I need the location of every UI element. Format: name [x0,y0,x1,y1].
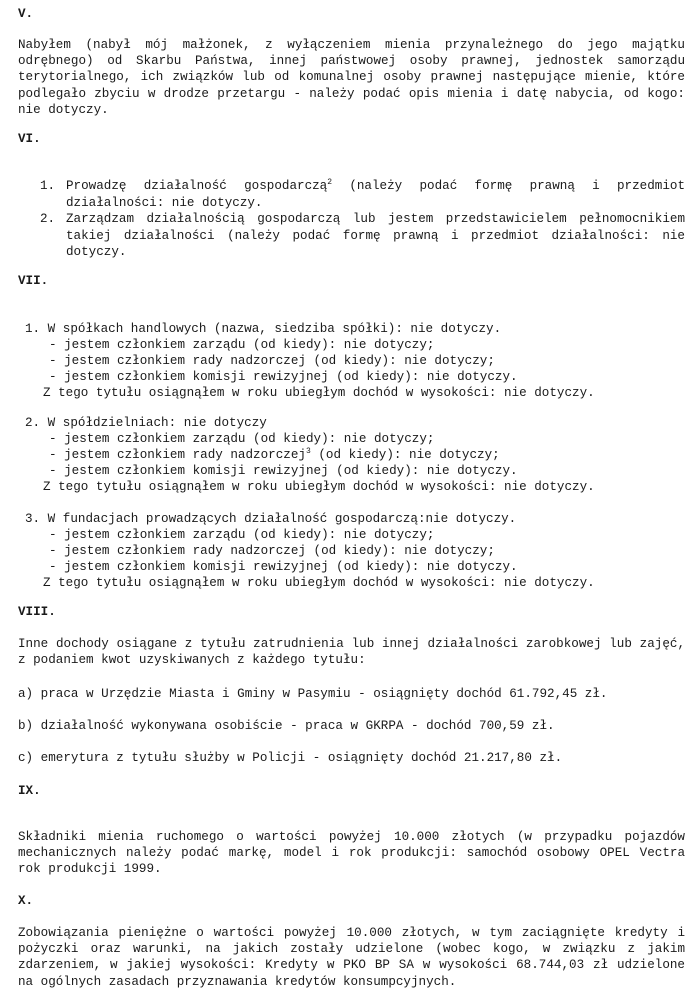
section-viii-intro: Inne dochody osiągane z tytułu zatrudnienia lub innej działalności zarobkowej lub zajęć, z podaniem kwot uzyskiwanych z każdego tytułu: [18,637,685,668]
list-item-text-rest: (należy podać formę prawną i przedmiot działalności: nie dotyczy. [66,179,685,210]
list-item-text: Prowadzę działalność gospodarczą [66,179,328,193]
group-line: - jestem członkiem rady nadzorczej (od kiedy): nie dotyczy; [49,354,495,368]
group-income: Z tego tytułu osiągnąłem w roku ubiegłym dochód w wysokości: nie dotyczy. [43,576,595,590]
section-x-text: Zobowiązania pieniężne o wartości powyżej 10.000 złotych, w tym zaciągnięte kredyty i pożyczki oraz warunki, na jakich zostały udzielone (wobec kogo, w związku z jakim zdarzeniem, w jakiej wysokości: Kredyty w PKO BP SA w wysokości 68.744,03 zł udzielone na ogólnych zasadach przyznawania kredytów konsumpcyjnych. [18,926,685,989]
section-viii-heading: VIII. [18,605,56,619]
footnote-mark: 3 [305,446,311,456]
list-number: 2. [40,212,56,227]
group-line: - jestem członkiem rady nadzorczej (od kiedy): nie dotyczy; [49,544,495,558]
group-line: - jestem członkiem zarządu (od kiedy): nie dotyczy; [49,528,435,542]
section-ix-heading: IX. [18,784,41,798]
group-title: 3. W fundacjach prowadzących działalność gospodarczą:nie dotyczy. [25,512,517,526]
section-v-text: Nabyłem (nabył mój małżonek, z wyłączeniem mienia przynależnego do jego majątku odrębnego) od Skarbu Państwa, innej państwowej osoby prawnej, jednostek samorządu terytorialnego, ich związków lub od komunalnej osoby prawnej następujące mienie, które podlegało zbyciu w drodze przetargu - należy podać opis mienia i datę nabycia, od kogo: nie dotyczy. [18,38,685,117]
group-line: - jestem członkiem zarządu (od kiedy): nie dotyczy; [49,338,435,352]
section-ix-text: Składniki mienia ruchomego o wartości powyżej 10.000 złotych (w przypadku pojazdów mechanicznych należy podać markę, model i rok produkcji: samochód osobowy OPEL Vectra rok produkcji 1999. [18,830,685,877]
list-number: 1. [40,179,56,193]
group-line: - jestem członkiem komisji rewizyjnej (od kiedy): nie dotyczy. [49,370,518,384]
section-vi-heading: VI. [18,132,41,146]
section-vi-list [40,178,685,261]
section-x-heading: X. [18,894,34,908]
group-line-text: - jestem członkiem rady nadzorczej [49,448,306,462]
list-item-text: Zarządzam działalnością gospodarczą lub jestem przedstawicielem pełnomocnikiem takiej działalności (należy podać formę prawną i przedmiot działalności: nie dotyczy. [66,212,685,260]
income-item-b: b) działalność wykonywana osobiście - praca w GKRPA - dochód 700,59 zł. [18,719,555,733]
income-item-a: a) praca w Urzędzie Miasta i Gminy w Pasymiu - osiągnięty dochód 61.792,45 zł. [18,687,608,701]
income-item-c: c) emerytura z tytułu służby w Policji - osiągnięty dochód 21.217,80 zł. [18,751,563,765]
group-line: - jestem członkiem zarządu (od kiedy): nie dotyczy; [49,432,435,446]
group-line: - jestem członkiem komisji rewizyjnej (od kiedy): nie dotyczy. [49,464,518,478]
group-line [49,447,500,463]
group-title: 2. W spółdzielniach: nie dotyczy [25,416,267,430]
section-v-heading: V. [18,7,34,21]
section-vii-heading: VII. [18,274,49,288]
footnote-mark: 2 [327,177,333,187]
group-income: Z tego tytułu osiągnąłem w roku ubiegłym dochód w wysokości: nie dotyczy. [43,480,595,494]
group-line-rest: (od kiedy): nie dotyczy; [310,448,500,462]
section-vi-item-2 [40,211,685,261]
group-income: Z tego tytułu osiągnąłem w roku ubiegłym dochód w wysokości: nie dotyczy. [43,386,595,400]
section-vi-item-1 [40,178,685,211]
group-title: 1. W spółkach handlowych (nazwa, siedziba spółki): nie dotyczy. [25,322,502,336]
group-line: - jestem członkiem komisji rewizyjnej (od kiedy): nie dotyczy. [49,560,518,574]
